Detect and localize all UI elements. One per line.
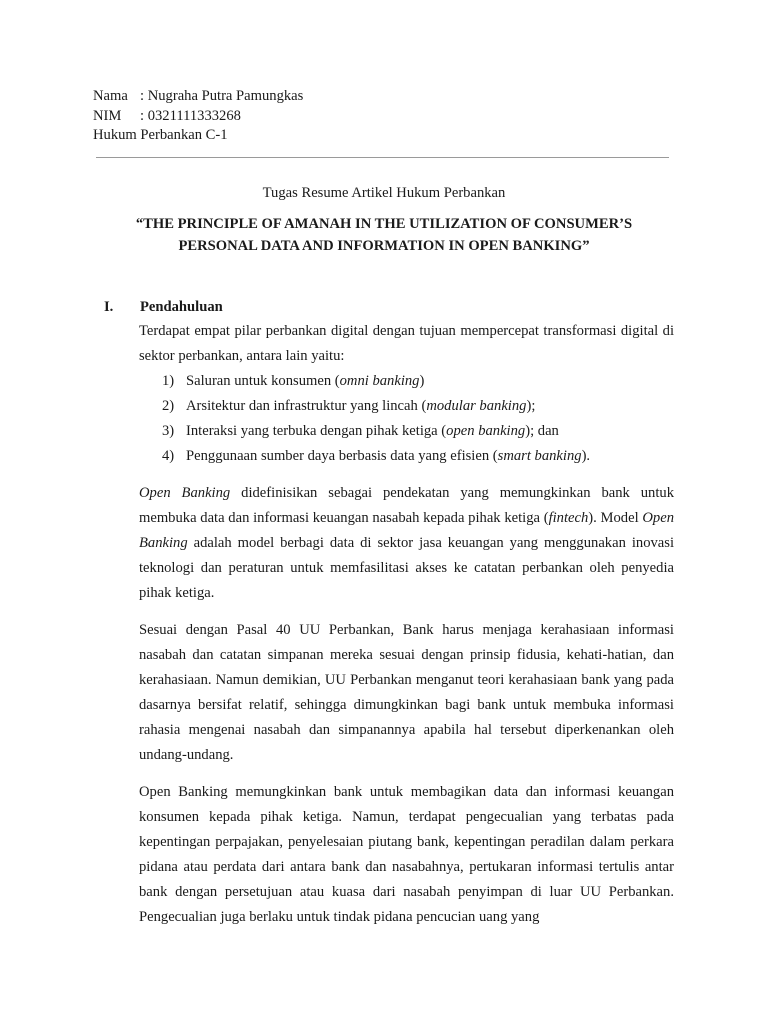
list-item-text: Arsitektur dan infrastruktur yang lincah ( (186, 398, 427, 414)
list-item-number: 2) (162, 398, 175, 414)
open-banking-paragraph (139, 481, 674, 606)
name-value: : Nugraha Putra Pamungkas (140, 88, 304, 104)
paragraph-text: ). Model (588, 510, 643, 526)
nim-label: NIM (93, 107, 122, 124)
list-item-number: 1) (162, 373, 175, 389)
list-item-end: ) (419, 373, 425, 389)
list-item-term: modular banking (426, 398, 527, 414)
header-divider (96, 157, 669, 158)
list-item (139, 394, 674, 419)
document-subtitle: Tugas Resume Artikel Hukum Perbankan (262, 185, 506, 201)
term-fintech: fintech (548, 510, 589, 526)
list-item-term: open banking (446, 423, 526, 439)
document-title: “THE PRINCIPLE OF AMANAH IN THE UTILIZATION OF CONSUMER’S PERSONAL DATA AND INFORMATION IN OPEN BANKING” (135, 216, 633, 254)
paragraph-text: didefinisikan sebagai pendekatan yang memungkinkan bank untuk membuka data dan informasi keuangan nasabah kepada pihak ketiga ( (139, 485, 674, 526)
list-item (139, 419, 674, 444)
list-item-end: ); (526, 398, 536, 414)
list-item (139, 369, 674, 394)
list-item-term: smart banking (497, 448, 582, 464)
nim-row (93, 107, 303, 127)
name-row (93, 87, 303, 107)
list-item-text: Interaksi yang terbuka dengan pihak ketiga ( (186, 423, 447, 439)
paragraph-text: adalah model berbagi data di sektor jasa keuangan yang menggunakan inovasi teknologi dan peraturan untuk memfasilitasi akses ke catatan perbankan oleh penyedia pihak ketiga. (139, 535, 674, 601)
section-body (139, 319, 674, 930)
list-item-number: 4) (162, 448, 175, 464)
course-label: Hukum Perbankan C-1 (93, 127, 228, 143)
list-item-term: omni banking (339, 373, 420, 389)
confidentiality-paragraph: Sesuai dengan Pasal 40 UU Perbankan, Bank harus menjaga kerahasiaan informasi nasabah dan catatan simpanan mereka sesuai dengan prinsip fidusia, kehati-hatian, dan kerahasiaan. Namun demikian, UU Perbankan menganut teori kerahasiaan bank yang pada dasarnya bersifat relatif, sehingga dimungkinkan bagi bank untuk membuka informasi rahasia mengenai nasabah dan simpanannya apabila hal tersebut diperkenankan oleh undang-undang. (139, 622, 674, 763)
section-title: Pendahuluan (140, 299, 223, 315)
pillar-list (139, 369, 674, 469)
list-item-end: ); dan (525, 423, 559, 439)
name-label: Nama (93, 88, 128, 104)
list-item (139, 444, 674, 469)
section-number: I. (104, 299, 114, 315)
list-item-text: Saluran untuk konsumen ( (186, 373, 340, 389)
intro-paragraph: Terdapat empat pilar perbankan digital dengan tujuan mempercepat transformasi digital di sektor perbankan, antara lain yaitu: (139, 323, 674, 364)
student-header (93, 87, 303, 146)
exceptions-paragraph: Open Banking memungkinkan bank untuk membagikan data dan informasi keuangan konsumen kepada pihak ketiga. Namun, terdapat pengecualian yang terbatas pada kepentingan perpajakan, penyelesaian piutang bank, kepentingan peradilan dalam perkara pidana atau perdata dari antara bank dan nasabahnya, pertukaran informasi tertulis antar bank dengan persetujuan atau kuasa dari nasabah penyimpan di luar UU Perbankan. Pengecualian juga berlaku untuk tindak pidana pencucian uang yang (139, 784, 674, 925)
list-item-number: 3) (162, 423, 175, 439)
nim-value: : 0321111333268 (140, 107, 241, 124)
term-open-banking: Open Banking (139, 510, 674, 551)
list-item-text: Penggunaan sumber daya berbasis data yang efisien ( (186, 448, 498, 464)
list-item-end: ). (581, 448, 591, 464)
term-open-banking: Open Banking (139, 485, 231, 501)
